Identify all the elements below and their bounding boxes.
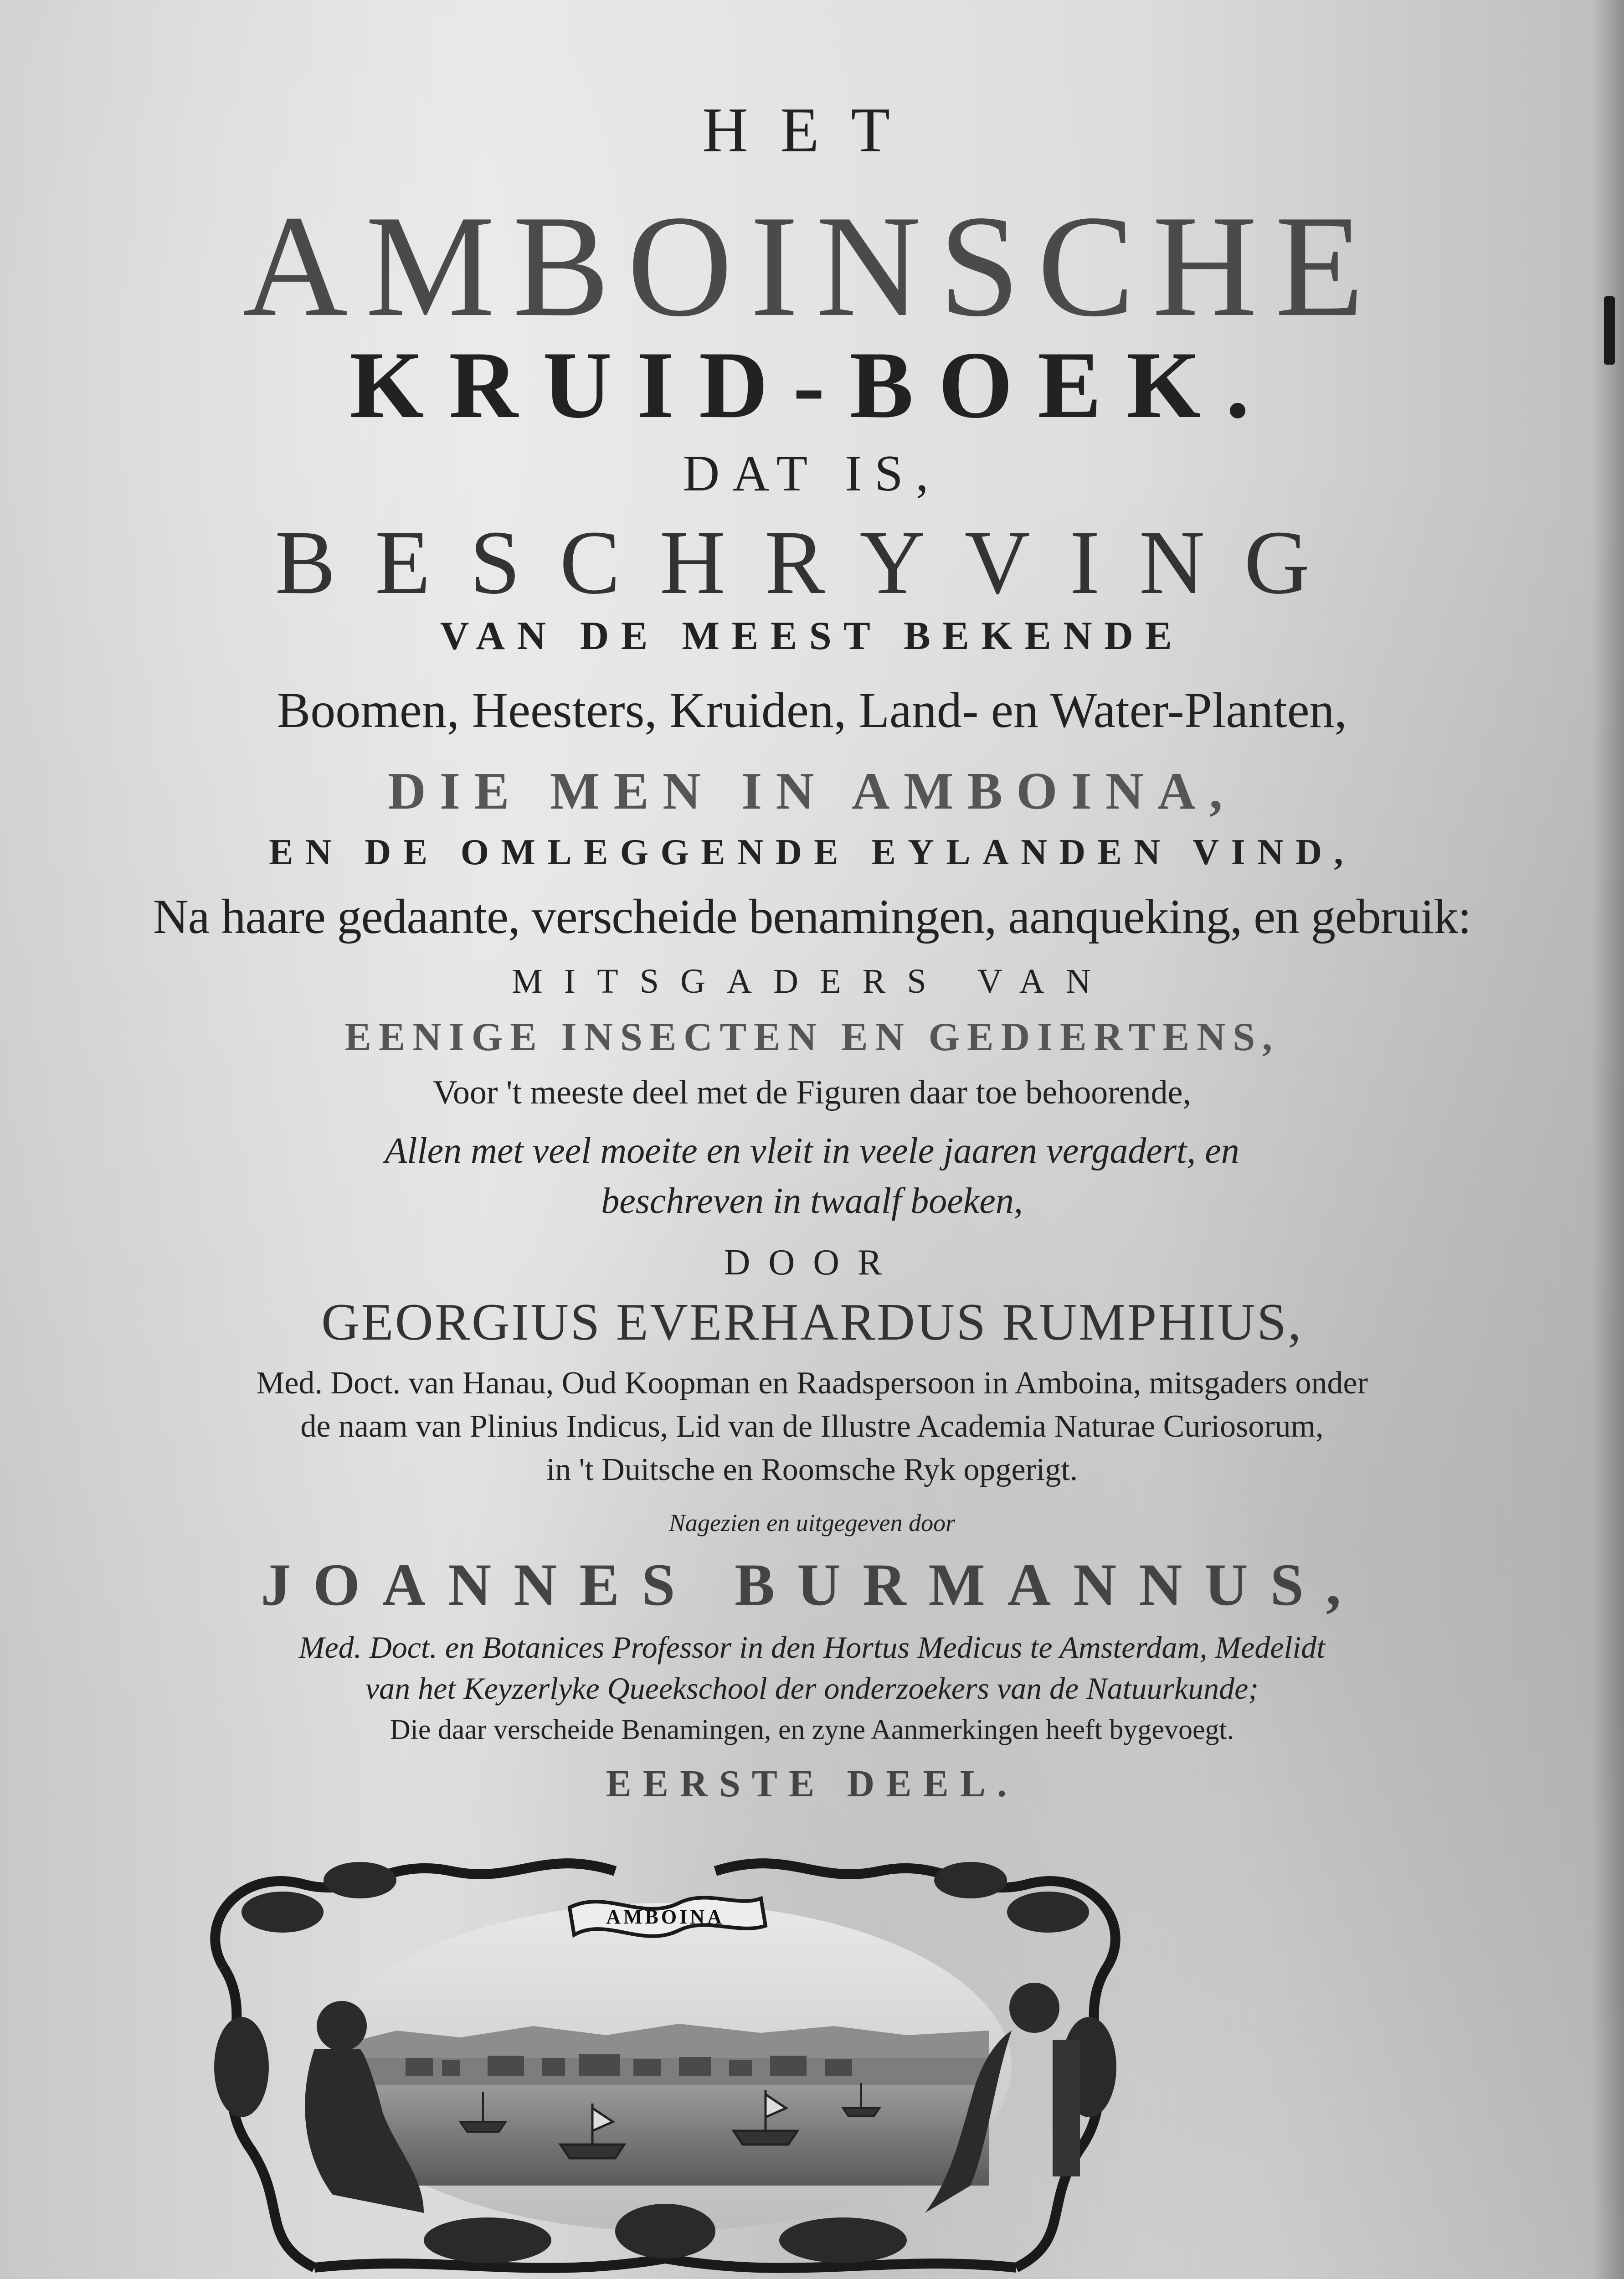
- banner-label: AMBOINA: [606, 1906, 725, 1928]
- subtitle-van-de: VAN DE MEEST BEKENDE: [440, 614, 1184, 658]
- editor-note: Die daar verscheide Benamingen, en zyne Aanmerkingen heeft bygevoegt.: [390, 1714, 1234, 1745]
- subtitle-dat-is: DAT IS,: [683, 445, 941, 502]
- editor-description-2: van het Keyzerlyke Queekschool der onderzoekers van de Natuurkunde;: [365, 1671, 1259, 1706]
- author-description-3: in 't Duitsche en Roomsche Ryk opgerigt.: [546, 1452, 1078, 1487]
- editor-name: JOANNES BURMANNUS,: [261, 1551, 1363, 1618]
- subtitle-allen: Allen met veel moeite en vleit in veele jaaren vergadert, en: [385, 1131, 1239, 1171]
- engraved-vignette: [169, 1830, 1162, 2279]
- subtitle-mitsgaders: MITSGADERS VAN: [512, 962, 1112, 1000]
- subtitle-na-haare: Na haare gedaante, verscheide benamingen, aanqueking, en gebruik:: [153, 890, 1471, 944]
- title-het: HET: [702, 95, 922, 165]
- title-kruid-boek: KRUID-BOEK.: [349, 332, 1275, 438]
- author-description-1: Med. Doct. van Hanau, Oud Koopman en Raadspersoon in Amboina, mitsgaders onder: [256, 1366, 1368, 1401]
- author-name: GEORGIUS EVERHARDUS RUMPHIUS,: [321, 1293, 1303, 1351]
- subtitle-voor: Voor 't meeste deel met de Figuren daar toe behoorende,: [432, 1074, 1192, 1111]
- subtitle-boomen: Boomen, Heesters, Kruiden, Land- en Water-Planten,: [277, 682, 1347, 738]
- author-description-2: de naam van Plinius Indicus, Lid van de Illustre Academia Naturae Curiosorum,: [300, 1409, 1324, 1444]
- subtitle-die-men: DIE MEN IN AMBOINA,: [387, 762, 1236, 820]
- subtitle-beschreven: beschreven in twaalf boeken,: [601, 1181, 1023, 1221]
- title-amboinsche: AMBOINSCHE: [242, 186, 1382, 347]
- subtitle-beschryving: BESCHRYVING: [275, 512, 1349, 613]
- subtitle-door: DOOR: [724, 1243, 900, 1283]
- editor-description-1: Med. Doct. en Botanices Professor in den Hortus Medicus te Amsterdam, Medelidt: [298, 1630, 1326, 1665]
- harbor-scene: [319, 1903, 1012, 2231]
- subtitle-eenige: EENIGE INSECTEN EN GEDIERTENS,: [344, 1015, 1280, 1059]
- volume-label: EERSTE DEEL.: [606, 1763, 1018, 1805]
- subtitle-omleggende: EN DE OMLEGGENDE EYLANDEN VIND,: [269, 832, 1355, 872]
- editor-intro: Nagezien en uitgegeven door: [668, 1509, 956, 1537]
